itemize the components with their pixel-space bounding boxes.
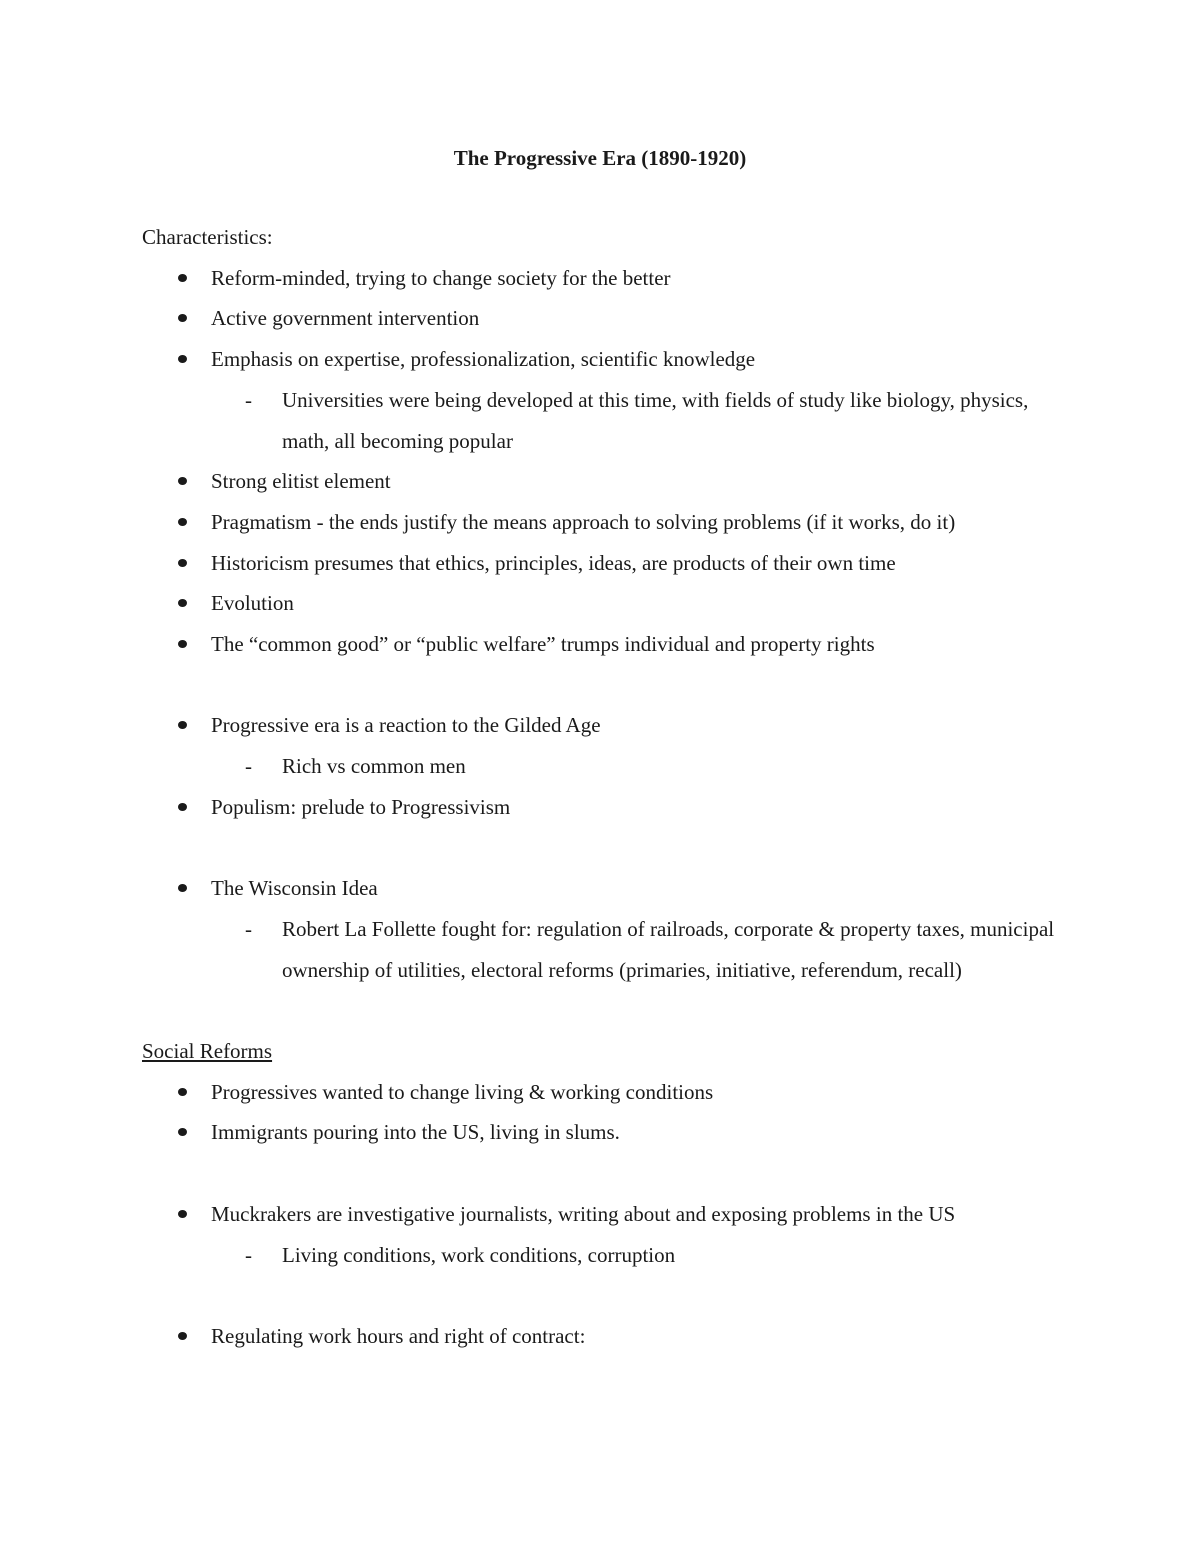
- work-hours-list: [142, 1316, 1062, 1357]
- blank-line: [142, 665, 1062, 706]
- sub-list: [211, 746, 1062, 787]
- list-item: [142, 339, 1062, 461]
- social-reforms-heading: Social Reforms: [142, 1039, 273, 1064]
- list-item-text: The “common good” or “public welfare” trumps individual and property rights: [211, 632, 875, 657]
- list-item-text: Muckrakers are investigative journalists, writing about and exposing problems in the US: [211, 1201, 956, 1226]
- sub-list: [211, 380, 1062, 461]
- list-item-text: Historicism presumes that ethics, principles, ideas, are products of their own time: [211, 550, 896, 575]
- list-item-text: Emphasis on expertise, professionalization, scientific knowledge: [211, 347, 756, 372]
- dash-marker: -: [245, 754, 252, 779]
- wisconsin-list: [142, 868, 1062, 990]
- list-item: [142, 624, 1062, 665]
- gilded-age-list: [142, 705, 1062, 827]
- social-reforms-list: [142, 1072, 1062, 1153]
- sub-list-item: [211, 746, 1062, 787]
- bullet-icon: [178, 274, 187, 282]
- sub-list: [211, 909, 1062, 990]
- dash-marker: -: [245, 916, 252, 941]
- sub-list-item-text: Living conditions, work conditions, corruption: [282, 1242, 676, 1267]
- list-item: [142, 298, 1062, 339]
- list-item-text: Progressive era is a reaction to the Gilded Age: [211, 713, 601, 738]
- bullet-icon: [178, 355, 187, 363]
- bullet-icon: [178, 599, 187, 607]
- sub-list-item: [211, 1235, 1062, 1276]
- list-item-text: Pragmatism - the ends justify the means approach to solving problems (if it works, do it): [211, 509, 956, 534]
- list-item: [142, 705, 1062, 786]
- list-item-text: Regulating work hours and right of contract:: [211, 1323, 586, 1348]
- bullet-icon: [178, 1128, 187, 1136]
- bullet-icon: [178, 1088, 187, 1096]
- list-item: [142, 1112, 1062, 1153]
- dash-marker: -: [245, 1242, 252, 1267]
- sub-list-item: [211, 380, 1062, 461]
- bullet-icon: [178, 803, 187, 811]
- dash-marker: -: [245, 387, 252, 412]
- sub-list-item-text: Robert La Follette fought for: regulation of railroads, corporate & property taxes, municipal ownership of utilities, electoral reforms (primaries, initiative, referendum, recall): [282, 916, 1055, 982]
- bullet-icon: [178, 721, 187, 729]
- sub-list: [211, 1235, 1062, 1276]
- bullet-icon: [178, 559, 187, 567]
- list-item: [142, 1072, 1062, 1113]
- sub-list-item-text: Rich vs common men: [282, 754, 466, 779]
- list-item-text: Active government intervention: [211, 306, 480, 331]
- list-item: [142, 1194, 1062, 1275]
- characteristics-heading: Characteristics:: [142, 225, 273, 249]
- blank-line: [142, 828, 1062, 869]
- bullet-icon: [178, 640, 187, 648]
- list-item-text: Progressives wanted to change living & working conditions: [211, 1079, 714, 1104]
- list-item: [142, 787, 1062, 828]
- blank-line: [142, 990, 1062, 1031]
- document-body: [142, 217, 1062, 1357]
- list-item-text: The Wisconsin Idea: [211, 876, 378, 901]
- bullet-icon: [178, 1210, 187, 1218]
- blank-line: [142, 1153, 1062, 1194]
- blank-line: [142, 1275, 1062, 1316]
- list-item: [142, 868, 1062, 990]
- list-item-text: Populism: prelude to Progressivism: [211, 794, 511, 819]
- list-item: [142, 258, 1062, 299]
- bullet-icon: [178, 884, 187, 892]
- list-item-text: Immigrants pouring into the US, living in slums.: [211, 1120, 620, 1145]
- page-title: The Progressive Era (1890-1920): [453, 146, 747, 170]
- bullet-icon: [178, 518, 187, 526]
- list-item: [142, 543, 1062, 584]
- list-item: [142, 583, 1062, 624]
- list-item-text: Evolution: [211, 591, 294, 616]
- bullet-icon: [178, 477, 187, 485]
- list-item-text: Reform-minded, trying to change society for the better: [211, 265, 671, 290]
- sub-list-item: [211, 909, 1062, 990]
- list-item-text: Strong elitist element: [211, 469, 391, 494]
- list-item: [142, 502, 1062, 543]
- bullet-icon: [178, 314, 187, 322]
- list-item: [142, 461, 1062, 502]
- characteristics-list: [142, 258, 1062, 665]
- list-item: [142, 1316, 1062, 1357]
- muckrakers-list: [142, 1194, 1062, 1275]
- bullet-icon: [178, 1332, 187, 1340]
- sub-list-item-text: Universities were being developed at this time, with fields of study like biology, physics, math, all becoming popular: [282, 387, 1029, 453]
